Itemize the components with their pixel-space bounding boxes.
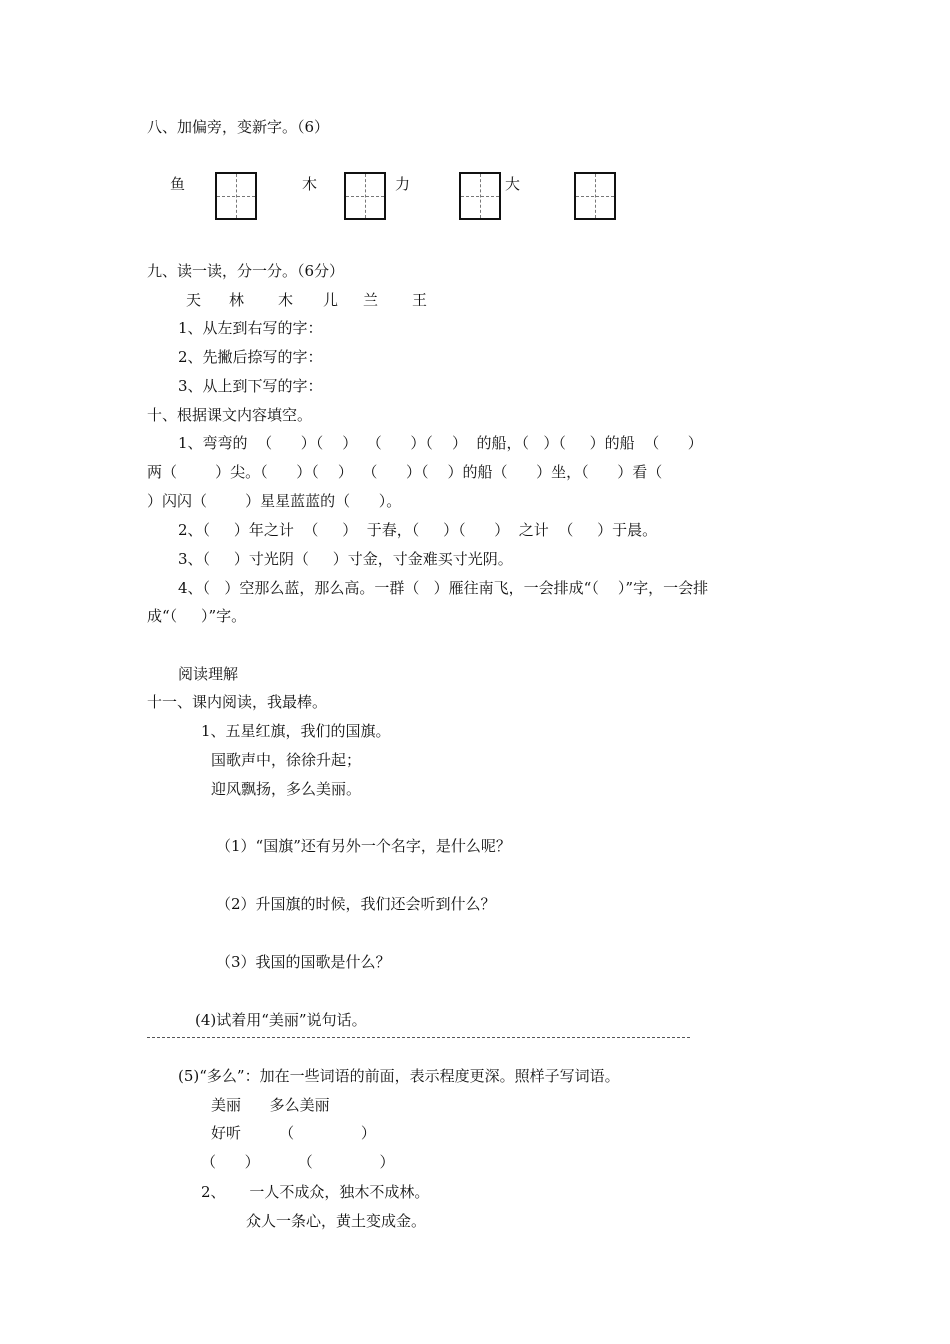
base-char-2: 木 — [302, 175, 318, 193]
example-line-1: 美丽 多么美丽 — [211, 1096, 330, 1114]
base-char-1: 鱼 — [170, 175, 186, 193]
sort-char: 儿 — [323, 291, 339, 309]
answer-dashed-line — [147, 1037, 690, 1038]
sort-char: 兰 — [363, 291, 379, 309]
passage-2-line-2: 众人一条心，黄土变成金。 — [246, 1212, 427, 1230]
writing-grid-4[interactable] — [574, 172, 616, 220]
sort-item-2: 2、先撇后捺写的字： — [178, 348, 323, 366]
section-11-title: 十一、课内阅读，我最棒。 — [147, 693, 328, 711]
fill-line-4: 2、（ ）年之计 （ ） 于春，（ ）（ ） 之计 （ ）于晨。 — [178, 521, 658, 539]
question-2: （2）升国旗的时候，我们还会听到什么？ — [216, 895, 496, 913]
fill-line-5: 3、（ ）寸光阴（ ）寸金，寸金难买寸光阴。 — [178, 550, 513, 568]
section-8-title: 八、加偏旁，变新字。（6） — [147, 118, 330, 136]
example-line-3: （ ） （ ） — [201, 1153, 395, 1171]
sort-char: 木 — [278, 291, 294, 309]
sort-char: 王 — [412, 291, 428, 309]
section-9-title: 九、读一读，分一分。（6分） — [147, 262, 345, 280]
section-10-title: 十、根据课文内容填空。 — [147, 406, 313, 424]
writing-grid-2[interactable] — [344, 172, 386, 220]
example-line-2: 好听 （ ） — [211, 1124, 376, 1142]
sort-char: 林 — [229, 291, 245, 309]
writing-grid-1[interactable] — [215, 172, 257, 220]
poem-line-2: 国歌声中，徐徐升起； — [211, 751, 362, 769]
question-5: (5)“多么”：加在一些词语的前面，表示程度更深。照样子写词语。 — [178, 1067, 620, 1085]
poem-line-1: 1、五星红旗，我们的国旗。 — [201, 722, 391, 740]
fill-line-6: 4、（ ）空那么蓝，那么高。一群（ ）雁往南飞，一会排成“（ ）”字，一会排 — [178, 579, 709, 597]
question-1: （1）“国旗”还有另外一个名字，是什么呢？ — [216, 837, 511, 855]
fill-line-2: 两（ ）尖。（ ）（ ） （ ）（ ）的船（ ）坐，（ ）看（ — [147, 463, 663, 481]
fill-line-3: ）闪闪（ ）星星蓝蓝的（ ）。 — [147, 492, 402, 510]
sort-char: 天 — [186, 291, 202, 309]
base-char-4: 大 — [505, 175, 521, 193]
fill-line-1: 1、弯弯的 （ ）（ ） （ ）（ ） 的船，（ ）（ ）的船 （ ） — [178, 434, 703, 452]
writing-grid-3[interactable] — [459, 172, 501, 220]
fill-line-7: 成“（ ）”字。 — [147, 607, 247, 625]
sort-item-1: 1、从左到右写的字： — [178, 319, 323, 337]
question-4: (4)试着用“美丽”说句话。 — [195, 1011, 367, 1029]
poem-line-3: 迎风飘扬，多么美丽。 — [211, 780, 362, 798]
sort-item-3: 3、从上到下写的字： — [178, 377, 323, 395]
reading-heading: 阅读理解 — [178, 665, 239, 683]
question-3: （3）我国的国歌是什么？ — [216, 953, 391, 971]
passage-2-line-1: 2、 一人不成众，独木不成林。 — [201, 1183, 430, 1201]
base-char-3: 力 — [395, 175, 411, 193]
